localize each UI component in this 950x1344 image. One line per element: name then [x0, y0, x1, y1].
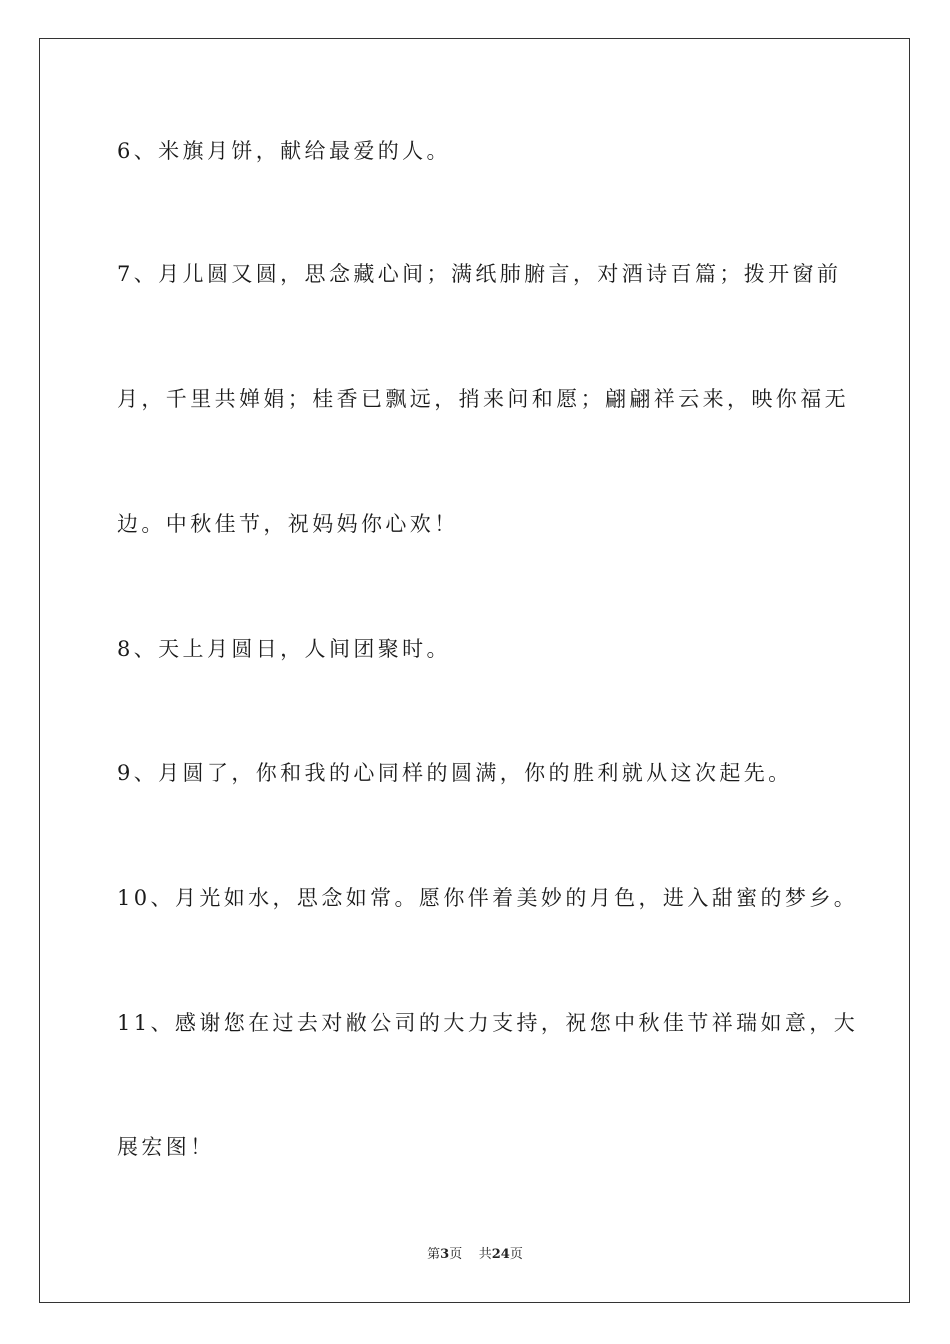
paragraph-line: 9、月圆了，你和我的心同样的圆满，你的胜利就从这次起先。	[117, 761, 793, 785]
paragraph-line: 月，千里共婵娟；桂香已飘远，捎来问和愿；翩翩祥云来，映你福无	[117, 387, 849, 411]
total-prefix: 共	[478, 1247, 492, 1262]
paragraph-line: 8、天上月圆日，人间团聚时。	[117, 637, 451, 661]
paragraph-line: 展宏图！	[117, 1135, 215, 1159]
total-suffix: 页	[509, 1247, 523, 1262]
page-number: 3	[440, 1247, 450, 1262]
page-border	[39, 38, 910, 1303]
paragraph-line: 11、感谢您在过去对敝公司的大力支持，祝您中秋佳节祥瑞如意，大	[117, 1011, 859, 1035]
paragraph-line: 10、月光如水，思念如常。愿你伴着美妙的月色，进入甜蜜的梦乡。	[117, 886, 859, 910]
paragraph-line: 边。中秋佳节，祝妈妈你心欢！	[117, 512, 459, 536]
page-footer	[0, 1246, 950, 1264]
page-prefix: 第	[427, 1247, 441, 1262]
total-pages: 24	[491, 1247, 510, 1262]
paragraph-line: 7、月儿圆又圆，思念藏心间；满纸肺腑言，对酒诗百篇；拨开窗前	[117, 262, 842, 286]
page-suffix: 页	[449, 1247, 463, 1262]
paragraph-line: 6、米旗月饼，献给最爱的人。	[117, 139, 451, 163]
